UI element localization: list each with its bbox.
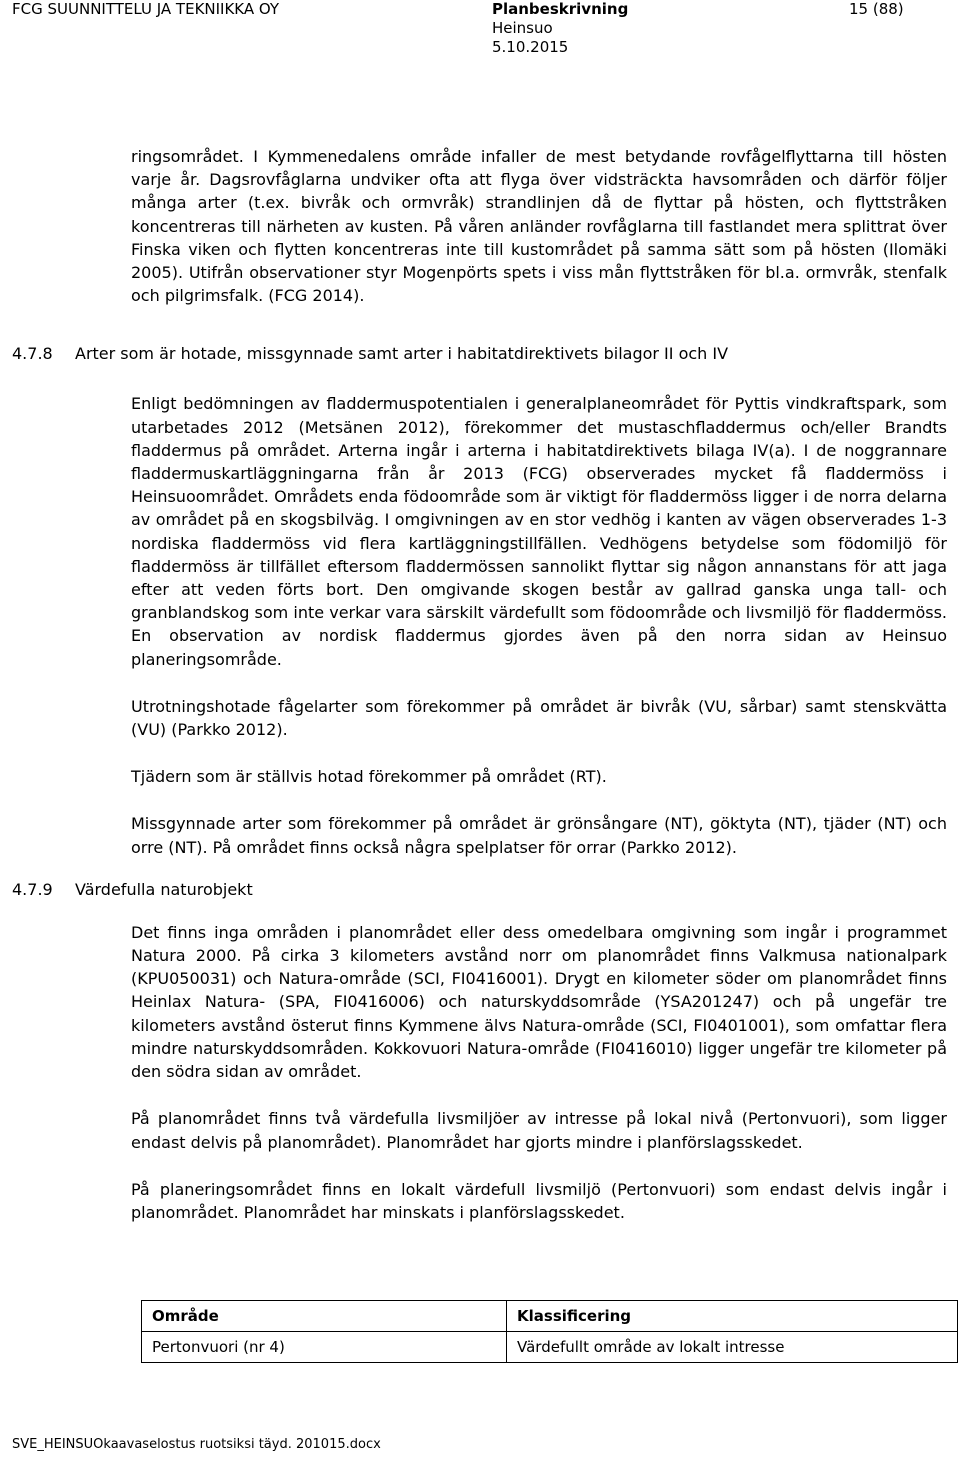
paragraph-planning-area: På planeringsområdet finns en lokalt värdefull livsmiljö (Pertonvuori) som endast delvis ingår i planområdet. Planområdet har minskats i planförslagsskedet. [131, 1179, 947, 1222]
page-footer-filename: SVE_HEINSUOkaavaselostus ruotsiksi täyd. 201015.docx [12, 1437, 381, 1452]
document-title: Planbeskrivning [492, 0, 629, 18]
section-number: 4.7.8 [12, 344, 53, 363]
paragraph-capercaillie: Tjädern som är ställvis hotad förekommer på området (RT). [131, 767, 607, 787]
table-row [142, 1332, 958, 1363]
table-header-row [142, 1301, 958, 1332]
paragraph-bats: Enligt bedömningen av fladdermuspotentialen i generalplaneområdet för Pyttis vindkraftspark, som utarbetades 2012 (Metsänen 2012), förekommer det mustaschfladdermus och/eller Brandts fladdermus på området. Arterna ingår i arterna i habitatdirektivets bilaga IV(a). I de noggrannare fladdermuskartläggningarna från år 2013 (FCG) observerades mycket få fladdermöss i Heinsuoområdet. Områdets enda födoområde som är viktigt för fladdermöss ligger i de norra delarna av området på en skogsbilväg. I omgivningen av en stor vedhög i kanten av vägen observerades 1-3 nordiska fladdermöss vid flera kartläggningstillfällen. Vedhögens betydelse som födomiljö för fladdermöss är tillfället eftersom fladdermössen sannolikt flyttar sig någon annanstans för att jaga efter att veden förts bort. Den omgivande skogen består av gallrad ganska unga tall- och granblandskog som inte verkar vara särskilt värdefullt som födoområde och livsmiljö för fladdermöss. En observation av nordisk fladdermus gjordes även på den norra sidan av Heinsuo planeringsområde. [131, 394, 947, 669]
table-cell-area: Pertonvuori (nr 4) [142, 1332, 507, 1363]
paragraph-natura: Det finns inga områden i planområdet eller dess omedelbara omgivning som ingår i programmet Natura 2000. På cirka 3 kilometers avstånd norr om planområdet finns Valkmusa nationalpark (KPU050031) och Natura-område (SCI, FI0416001). Drygt en kilometer söder om planområdet finns Heinlax Natura- (SPA, FI0416006) och naturskyddsområde (YSA201247) och på ungefär tre kilometers avstånd österut finns Kymmene älvs Natura-område (SCI, FI0401001), som omfattar flera mindre naturskyddsområden. Kokkovuori Natura-område (FI0416010) ligger ungefär tre kilometer på den södra sidan av området. [131, 922, 947, 1082]
paragraph-valuable-habitats: På planområdet finns två värdefulla livsmiljöer av intresse på lokal nivå (Pertonvuori), som ligger endast delvis på planområdet). Planområdet har gjorts mindre i planförslagsskedet. [131, 1109, 947, 1152]
table-cell-classification: Värdefullt område av lokalt intresse [507, 1332, 958, 1363]
paragraph-near-threatened: Missgynnade arter som förekommer på området är grönsångare (NT), göktyta (NT), tjäder (NT) och orre (NT). På området finns också några spelplatser för orrar (Parkko 2012). [131, 814, 947, 857]
section-title: Värdefulla naturobjekt [75, 880, 253, 899]
section-heading-4-7-8 [12, 342, 728, 365]
table-header-classification: Klassificering [507, 1301, 958, 1332]
company-name: FCG SUUNNITTELU JA TEKNIIKKA OY [12, 0, 280, 18]
document-info [492, 0, 628, 57]
paragraph-bird-migration: ringsområdet. I Kymmenedalens område infaller de mest betydande rovfågelflyttarna till hösten varje år. Dagsrovfåglarna undviker ofta att flyga över vidsträckta havsområden och därför följer många arter (t.ex. bivråk och ormvråk) strandlinjen då de flyttar på hösten, och flyttstråken koncentreras till närheten av kusten. På våren anländer rovfåglarna till fastlandet mera splittrat över Finska viken och flytten koncentreras inte till kustområdet på samma sätt som på hösten (Ilomäki 2005). Utifrån observationer styr Mogenpörts spets i viss mån flyttstråken för bl.a. ormvråk, stenfalk och pilgrimsfalk. (FCG 2014). [131, 147, 947, 306]
section-title: Arter som är hotade, missgynnade samt arter i habitatdirektivets bilagor II och IV [75, 344, 729, 363]
page-number: 15 (88) [849, 0, 904, 18]
valuable-areas-table [141, 1300, 958, 1363]
paragraph-threatened-birds: Utrotningshotade fågelarter som förekommer på området är bivråk (VU, sårbar) samt stenskvätta (VU) (Parkko 2012). [131, 696, 947, 740]
table-header-area: Område [142, 1301, 507, 1332]
section-number: 4.7.9 [12, 880, 53, 899]
document-date: 5.10.2015 [492, 38, 569, 56]
page-header [0, 0, 960, 60]
project-name: Heinsuo [492, 19, 553, 37]
section-heading-4-7-9 [12, 878, 253, 901]
body-text [131, 145, 947, 1224]
